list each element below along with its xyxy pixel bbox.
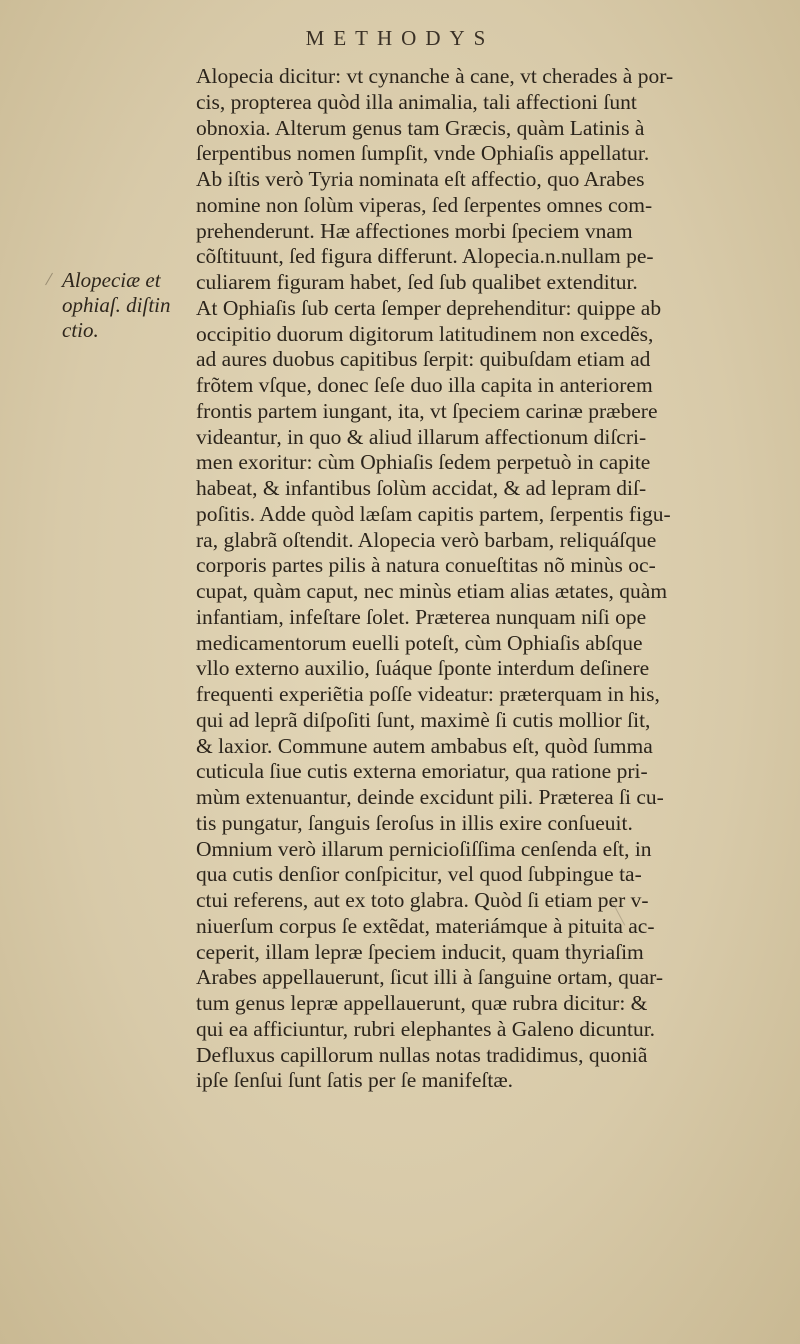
text-line: habeat, & infantibus ſolùm accidat, & ad lepram diſ- [196,476,647,500]
text-line: ctui referens, aut ex toto glabra. Quòd ſi etiam per v- [196,888,649,912]
text-line: cis, propterea quòd illa animalia, tali affectioni ſunt [196,89,637,114]
marginal-note-line: ophiaſ. diſtin [62,293,171,317]
text-line: medicamentorum euelli poteſt, cùm Ophiaſis abſque [196,630,643,655]
text-line: qui ea afficiuntur, rubri elephantes à Galeno dicuntur. [196,1016,656,1041]
text-line: Arabes appellauerunt, ſicut illi à ſanguine ortam, quar- [196,965,664,990]
text-line: occipitio duorum digitorum latitudinem non excedẽs, [196,321,654,346]
text-line: cupat, quàm caput, nec minùs etiam alias ætates, quàm [196,579,668,603]
text-line: Alopecia dicitur: vt cynanche à cane, vt cherades à por- [196,64,674,88]
text-line: ſerpentibus nomen ſumpſit, vnde Ophiaſis appellatur. [196,141,650,166]
text-line: culiarem figuram habet, ſed ſub qualibet extenditur. [196,270,638,294]
marginal-note-line: Alopeciæ et [62,268,161,292]
text-line: qua cutis denſior conſpicitur, vel quod ſubpingue ta- [196,862,642,887]
text-line: cuticula ſiue cutis externa emoriatur, qua ratione pri- [196,759,648,784]
text-line: Defluxus capillorum nullas notas tradidimus, quoniã [196,1042,648,1067]
text-line: tum genus lepræ appellauerunt, quæ rubra dicitur: & [196,991,648,1015]
text-line: frontis partem iungant, ita, vt ſpeciem carinæ præbere [196,398,658,423]
text-line: At Ophiaſis ſub certa ſemper deprehenditur: quippe ab [196,295,662,320]
running-header: METHODYS [305,26,495,50]
text-line: Ab iſtis verò Tyria nominata eſt affectio, quo Arabes [196,167,645,191]
marginal-note-line: ctio. [62,318,99,342]
text-line: prehenderunt. Hæ affectiones morbi ſpeciem vnam [196,218,633,243]
text-line: tis pungatur, ſanguis ſeroſus in illis exire conſueuit. [196,810,633,835]
text-line: men exoritur: cùm Ophiaſis ſedem perpetuò in capite [196,450,651,475]
text-line: vllo externo auxilio, ſuáque ſponte interdum deſinere [196,656,650,681]
margin-tick-mark [45,273,60,290]
text-line: poſitis. Adde quòd læſam capitis partem, ſerpentis figu- [196,501,671,526]
marginal-note [62,268,190,343]
text-line: ipſe ſenſui ſunt ſatis per ſe manifeſtæ. [196,1068,514,1093]
text-line: obnoxia. Alterum genus tam Græcis, quàm Latinis à [196,115,645,140]
text-line: cõſtituunt, ſed figura differunt. Alopecia.n.nullam pe- [196,244,654,269]
text-line: nomine non ſolùm viperas, ſed ſerpentes omnes com- [196,192,653,217]
text-line: mùm extenuantur, deinde excidunt pili. Præterea ſi cu- [196,785,664,809]
text-line: ceperit, illam lepræ ſpeciem inducit, quam thyriaſim [196,939,644,964]
body-text [196,64,790,1094]
text-line: infantiam, infeſtare ſolet. Præterea nunquam niſi ope [196,604,647,629]
text-line: ad aures duobus capitibus ſerpit: quibuſdam etiam ad [196,347,651,372]
text-line: Omnium verò illarum pernicioſiſſima cenſenda eſt, in [196,836,652,861]
text-line: niuerſum corpus ſe extẽdat, materiámque à pituita ac- [196,913,655,938]
text-line: ra, glabrã oſtendit. Alopecia verò barbam, reliquáſque [196,527,657,552]
text-line: & laxior. Commune autem ambabus eſt, quòd ſumma [196,733,653,758]
text-line: videantur, in quo & aliud illarum affectionum diſcri- [196,424,647,449]
text-line: frõtem vſque, donec ſeſe duo illa capita in anteriorem [196,373,653,397]
text-line: frequenti experiẽtia poſſe videatur: præterquam in his, [196,682,660,706]
text-line: corporis partes pilis à natura conueſtitas nõ minùs oc- [196,553,656,578]
text-line: qui ad leprã diſpoſiti ſunt, maximè ſi cutis mollior ſit, [196,707,651,732]
